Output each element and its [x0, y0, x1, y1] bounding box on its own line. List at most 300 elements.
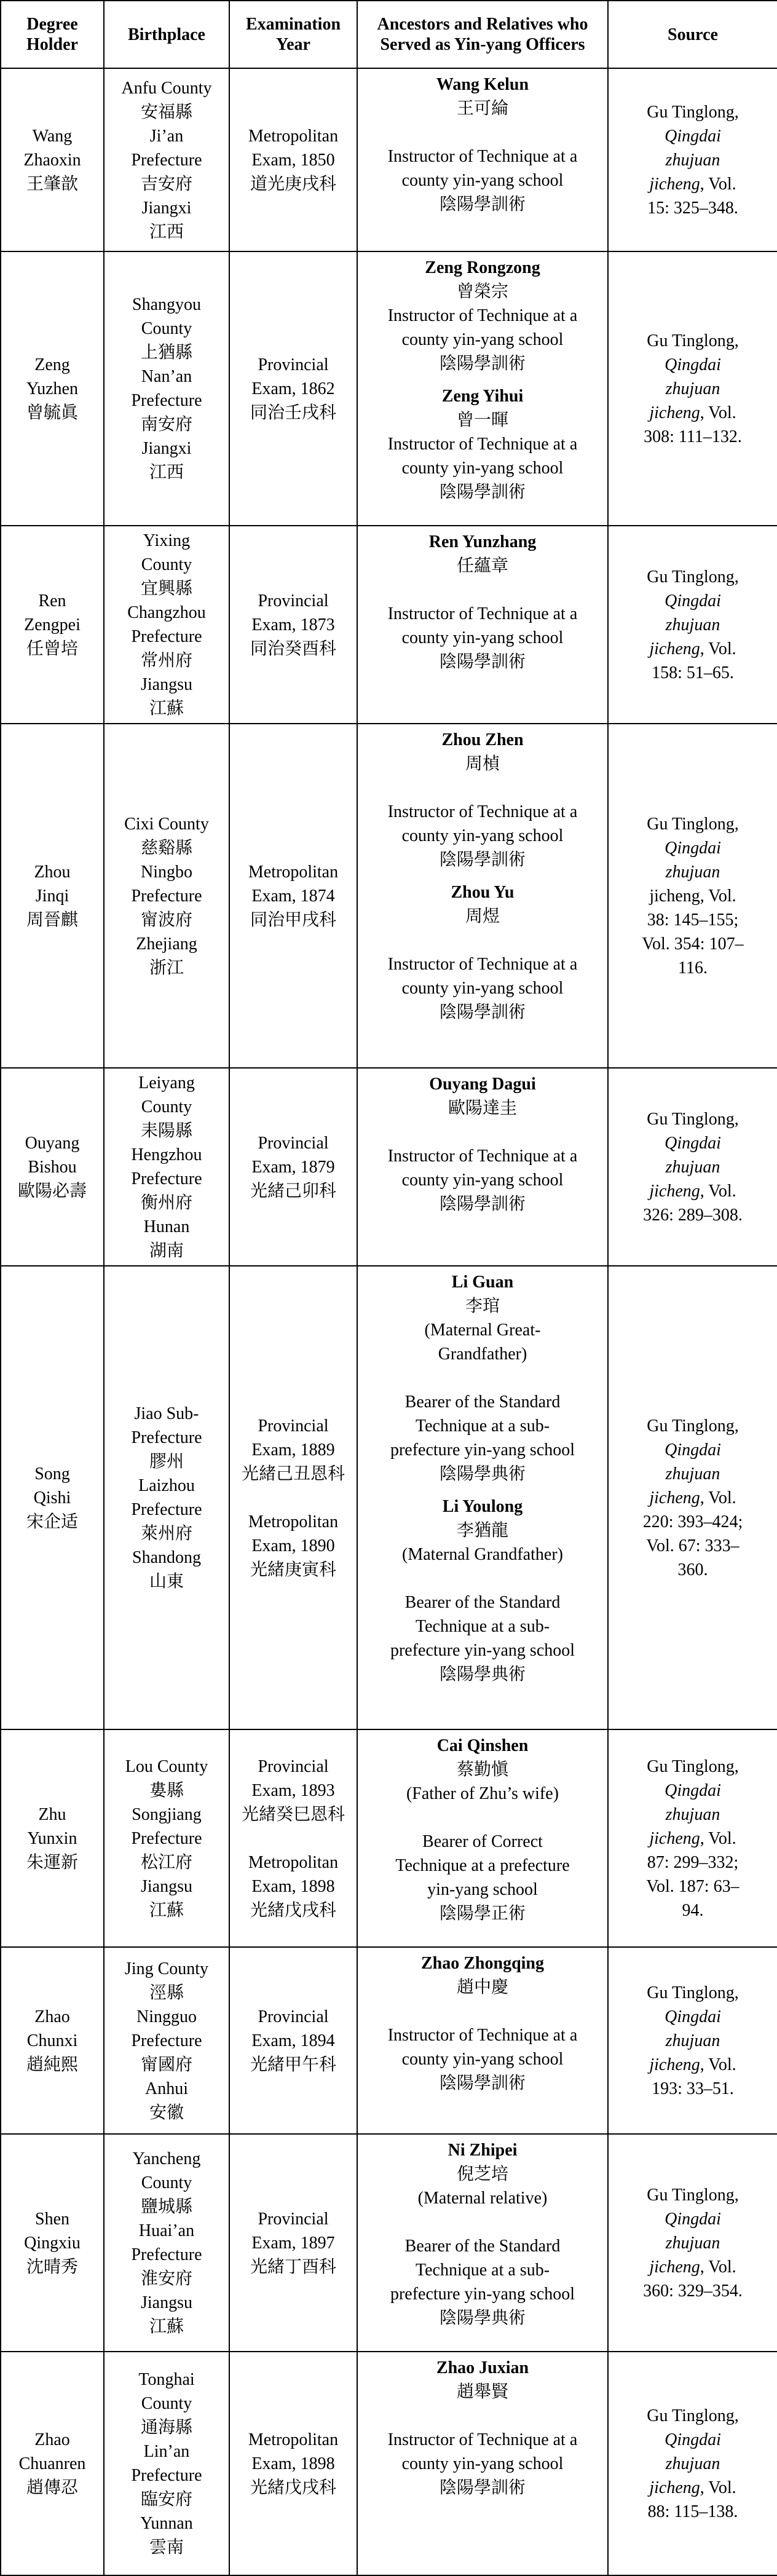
ancestor-name: Zhou Zhen [441, 730, 524, 749]
source-title-italic: zhujuan [665, 2031, 720, 2050]
degree-holder-cell [1, 1068, 104, 1266]
source-cell [608, 2352, 777, 2575]
exam-line: Exam, 1893 [251, 1780, 335, 1800]
source-title-italic: Qingdai [665, 2007, 721, 2026]
birthplace-line: 萊州府 [140, 1524, 192, 1543]
ancestor-relation: (Father of Zhu’s wife) [406, 1784, 559, 1803]
exam-line: Metropolitan [248, 2430, 339, 2449]
source-title-italic: Qingdai [665, 1440, 721, 1460]
ancestors-cell [357, 2134, 608, 2352]
ancestor-office-title: county yin-yang school [401, 171, 564, 190]
ancestor-office-title: county yin-yang school [401, 330, 564, 349]
examination-cell [229, 1729, 357, 1947]
line-spacer [364, 121, 601, 144]
exam-line: 光緒甲午科 [250, 2055, 336, 2074]
source-title-italic: Qingdai [665, 1780, 721, 1800]
ancestor-name: Li Youlong [442, 1497, 523, 1516]
birthplace-line: Prefecture [131, 627, 202, 646]
holder-name-line: Zhaoxin [23, 150, 81, 170]
ancestors-cell [357, 1266, 608, 1729]
ancestor-name-chinese: 倪芝培 [456, 2165, 508, 2184]
birthplace-line: Tonghai [138, 2370, 195, 2389]
holder-name-line: Jinqi [35, 886, 69, 906]
line-spacer [364, 578, 601, 602]
line-spacer [236, 1486, 350, 1510]
table-row [1, 251, 777, 526]
source-volume-pages: 87: 299–332; [647, 1852, 739, 1872]
birthplace-line: 安福縣 [140, 102, 192, 122]
ancestor-relation: Grandfather) [438, 1345, 527, 1364]
ancestors-cell [357, 1947, 608, 2134]
birthplace-line: Anfu County [121, 78, 212, 98]
source-title-italic: zhujuan [665, 1157, 720, 1177]
line-spacer [364, 1806, 601, 1830]
birthplace-cell [104, 1068, 229, 1266]
holder-name-chinese: 趙傳忍 [26, 2478, 78, 2497]
source-volume-pages: Vol. 187: 63– [646, 1876, 740, 1896]
birthplace-line: Changzhou [127, 603, 206, 622]
source-title-italic: zhujuan [665, 379, 720, 398]
ancestor-office-title: 陰陽學典術 [439, 1665, 526, 1684]
holder-name-line: Ouyang [25, 1133, 80, 1153]
birthplace-line: Ji’an [149, 126, 184, 146]
line-spacer [364, 1486, 601, 1495]
exam-line: Exam, 1890 [251, 1536, 335, 1555]
ancestor-name-chinese: 曾榮宗 [456, 282, 508, 301]
birthplace-line: Prefecture [131, 1169, 202, 1188]
birthplace-line: Prefecture [131, 1500, 202, 1519]
birthplace-line: Zhejiang [136, 934, 197, 954]
birthplace-line: 宜興縣 [140, 579, 192, 598]
degree-holder-cell [1, 251, 104, 526]
birthplace-line: Ningguo [136, 2007, 197, 2026]
exam-line: Provincial [258, 2007, 329, 2026]
birthplace-line: Jiangsu [141, 675, 192, 694]
line-spacer [364, 1567, 601, 1590]
source-cell [608, 526, 777, 724]
birthplace-line: 吉安府 [140, 174, 192, 194]
exam-line: 同治癸酉科 [250, 639, 336, 658]
line-spacer [364, 928, 601, 952]
ancestor-office-title: 陰陽學典術 [439, 1464, 526, 1484]
birthplace-cell [104, 526, 229, 724]
holder-name-line: Wang [32, 126, 73, 146]
degree-holder-cell [1, 68, 104, 251]
source-volume-pages: , Vol. [700, 639, 736, 658]
birthplace-line: 鹽城縣 [140, 2197, 192, 2216]
ancestor-office-title: county yin-yang school [401, 826, 564, 845]
exam-line: Metropolitan [248, 126, 339, 146]
birthplace-line: Jiangxi [141, 198, 192, 218]
ancestor-name-chinese: 歐陽達圭 [448, 1099, 517, 1118]
ancestor-office-title: Instructor of Technique at a [387, 1147, 578, 1166]
examination-cell [229, 2352, 357, 2575]
birthplace-cell [104, 1729, 229, 1947]
table-body [1, 68, 777, 2575]
holder-name-chinese: 趙純熙 [26, 2055, 78, 2074]
ancestor-name: Ren Yunzhang [428, 532, 537, 551]
source-author: Gu Tinglong, [647, 1416, 739, 1436]
ancestor-office-title: Bearer of the Standard [404, 1393, 561, 1412]
source-volume-pages: , Vol. [700, 1181, 736, 1201]
ancestor-office-title: 陰陽學正術 [439, 1904, 526, 1923]
ancestor-office-title: Technique at a sub- [415, 2261, 550, 2280]
source-title-italic: jicheng [649, 1828, 700, 1848]
ancestor-name-chinese: 王可綸 [456, 99, 508, 118]
examination-cell [229, 1947, 357, 2134]
degree-holder-cell [1, 724, 104, 1068]
line-spacer [364, 1999, 601, 2023]
ancestor-office-title: Instructor of Technique at a [387, 802, 578, 821]
birthplace-line: 湖南 [149, 1241, 184, 1260]
exam-line: 同治壬戌科 [250, 403, 336, 422]
source-volume-pages: 94. [682, 1900, 704, 1920]
birthplace-line: Nan’an [141, 367, 192, 386]
holder-name-line: Zeng [34, 355, 70, 374]
header-source: Source [608, 1, 777, 68]
ancestors-cell [357, 68, 608, 251]
birthplace-line: Leiyang [138, 1073, 195, 1092]
degree-holder-cell [1, 1729, 104, 1947]
birthplace-line: Jing County [124, 1959, 209, 1978]
birthplace-line: County [141, 2394, 192, 2413]
birthplace-line: Jiangsu [141, 1876, 192, 1896]
holder-name-line: Song [34, 1464, 70, 1484]
source-title-italic: jicheng [649, 2055, 700, 2074]
ancestor-office-title: 陰陽學訓術 [439, 1195, 526, 1214]
ancestors-cell [357, 1068, 608, 1266]
holder-name-chinese: 歐陽必壽 [17, 1181, 87, 1201]
table-row [1, 724, 777, 1068]
exam-line: Exam, 1894 [251, 2031, 335, 2050]
ancestor-name: Zeng Rongzong [425, 258, 540, 277]
examination-cell [229, 724, 357, 1068]
birthplace-cell [104, 1947, 229, 2134]
birthplace-line: 涇縣 [149, 1983, 184, 2002]
source-author: Gu Tinglong, [647, 2185, 739, 2205]
birthplace-line: 慈谿縣 [140, 838, 192, 858]
ancestor-name-chinese: 李琯 [465, 1297, 500, 1316]
source-title-italic: zhujuan [665, 615, 720, 634]
holder-name-chinese: 王肇歆 [26, 174, 78, 194]
header-birthplace: Birthplace [104, 1, 229, 68]
source-volume-pages: 193: 33–51. [652, 2079, 734, 2098]
holder-name-chinese: 宋企适 [26, 1512, 78, 1531]
ancestor-name-chinese: 曾一暉 [456, 411, 508, 430]
ancestor-name: Zeng Yihui [441, 387, 524, 406]
ancestor-relation: (Maternal relative) [417, 2189, 548, 2208]
exam-line: 光緒己卯科 [250, 1181, 336, 1201]
source-volume-pages: , Vol. [700, 2055, 736, 2074]
line-spacer [364, 376, 601, 384]
holder-name-line: Yunxin [27, 1828, 77, 1848]
source-cell [608, 251, 777, 526]
ancestor-name: Li Guan [451, 1273, 514, 1292]
ancestor-office-title: 陰陽學訓術 [439, 195, 526, 214]
ancestor-office-title: prefecture yin-yang school [390, 1440, 575, 1460]
exam-line: Exam, 1898 [251, 1876, 335, 1896]
ancestor-office-title: 陰陽學訓術 [439, 483, 526, 502]
exam-line: Exam, 1873 [251, 615, 335, 634]
ancestor-office-title: 陰陽學訓術 [439, 2478, 526, 2497]
table-row [1, 526, 777, 724]
birthplace-line: Jiangsu [141, 2293, 192, 2312]
birthplace-line: Prefecture [131, 886, 202, 906]
ancestor-office-title: Bearer of Correct [422, 1832, 543, 1851]
source-author: Gu Tinglong, [647, 331, 739, 350]
source-title-italic: jicheng [649, 174, 700, 194]
birthplace-line: 衡州府 [140, 1193, 192, 1212]
source-author: Gu Tinglong, [647, 1109, 739, 1129]
examination-cell [229, 68, 357, 251]
ancestor-office-title: 陰陽學訓術 [439, 1003, 526, 1022]
source-author: Gu Tinglong, [647, 567, 739, 587]
ancestors-cell [357, 2352, 608, 2575]
ancestor-name: Cai Qinshen [436, 1736, 529, 1755]
exam-line: 光緒戊戌科 [250, 2478, 336, 2497]
line-spacer [236, 1827, 350, 1851]
holder-name-line: Zhao [34, 2430, 70, 2449]
ancestor-office-title: 陰陽學訓術 [439, 652, 526, 671]
exam-line: Metropolitan [248, 1512, 339, 1531]
birthplace-line: 松江府 [140, 1852, 192, 1872]
birthplace-line: Songjiang [132, 1804, 202, 1824]
ancestor-office-title: Instructor of Technique at a [387, 2026, 578, 2045]
source-title-italic: Qingdai [665, 1133, 721, 1153]
source-volume-pages: 158: 51–65. [652, 663, 734, 682]
ancestor-office-title: Technique at a sub- [415, 1416, 550, 1436]
holder-name-line: Zhou [34, 862, 71, 882]
ancestor-office-title: Bearer of the Standard [404, 2237, 561, 2256]
birthplace-line: Yunnan [140, 2514, 193, 2533]
exam-line: Exam, 1879 [251, 1157, 335, 1177]
ancestor-relation: (Maternal Grandfather) [402, 1545, 563, 1564]
ancestor-name: Ouyang Dagui [429, 1075, 536, 1094]
holder-name-chinese: 朱運新 [26, 1852, 78, 1872]
source-title-italic: Qingdai [665, 838, 721, 858]
ancestor-name-chinese: 蔡勤愼 [456, 1760, 508, 1779]
table-row [1, 2134, 777, 2352]
header-examination-year: Examination Year [229, 1, 357, 68]
ancestor-office-title: 陰陽學訓術 [439, 2074, 526, 2093]
source-volume-pages: , Vol. [700, 1488, 736, 1507]
table-row [1, 68, 777, 251]
ancestor-name-chinese: 任蘊章 [456, 556, 508, 575]
ancestor-office-title: prefecture yin-yang school [390, 1641, 575, 1660]
source-title-italic: Qingdai [665, 2430, 721, 2449]
examination-cell [229, 2134, 357, 2352]
birthplace-line: Prefecture [131, 1428, 202, 1447]
examination-cell [229, 1266, 357, 1729]
ancestor-name-chinese: 周楨 [465, 754, 500, 773]
source-title-italic: jicheng [649, 639, 700, 658]
birthplace-line: Laizhou [138, 1476, 195, 1495]
birthplace-line: Ningbo [141, 862, 192, 882]
ancestor-office-title: Instructor of Technique at a [387, 2430, 578, 2449]
birthplace-line: 江蘇 [149, 2317, 184, 2336]
exam-line: Exam, 1889 [251, 1440, 335, 1460]
source-volume-pages: 360: 329–354. [643, 2281, 743, 2301]
birthplace-line: 江蘇 [149, 1900, 184, 1920]
source-title-italic: zhujuan [665, 1464, 720, 1484]
table-row [1, 2352, 777, 2575]
birthplace-line: 甯波府 [140, 910, 192, 930]
examination-cell [229, 526, 357, 724]
source-author: Gu Tinglong, [647, 1756, 739, 1776]
birthplace-line: County [141, 319, 192, 338]
ancestor-office-title: Instructor of Technique at a [387, 147, 578, 166]
source-cell [608, 724, 777, 1068]
source-author: Gu Tinglong, [647, 2406, 739, 2425]
source-volume-pages: 15: 325–348. [647, 198, 738, 218]
source-volume-pages: 360. [677, 1560, 708, 1579]
exam-line: Exam, 1874 [251, 886, 335, 906]
ancestor-relation: (Maternal Great- [424, 1321, 541, 1340]
source-cell [608, 2134, 777, 2352]
ancestor-office-title: prefecture yin-yang school [390, 2285, 575, 2304]
ancestor-name: Zhao Zhongqing [421, 1954, 544, 1973]
source-title-italic: zhujuan [665, 862, 720, 882]
degree-holder-cell [1, 526, 104, 724]
holder-name-line: Zengpei [24, 615, 81, 634]
birthplace-line: Hunan [143, 1217, 190, 1236]
source-volume-pages: , Vol. [700, 174, 736, 194]
ancestor-office-title: 陰陽學訓術 [439, 850, 526, 869]
birthplace-line: 江蘇 [149, 699, 184, 718]
birthplace-line: 膠州 [149, 1452, 184, 1471]
exam-line: Metropolitan [248, 862, 339, 882]
exam-line: Provincial [258, 1416, 329, 1436]
exam-line: Exam, 1898 [251, 2454, 335, 2473]
birthplace-line: 上猶縣 [140, 343, 192, 362]
birthplace-line: Shangyou [132, 295, 201, 314]
birthplace-line: Prefecture [131, 2031, 202, 2050]
birthplace-cell [104, 724, 229, 1068]
source-volume-pages: 116. [678, 958, 708, 978]
exam-line: Provincial [258, 2209, 329, 2229]
ancestor-office-title: Bearer of the Standard [404, 1593, 561, 1612]
ancestor-office-title: county yin-yang school [401, 2454, 564, 2473]
source-title-italic: jicheng [649, 1181, 700, 1201]
birthplace-line: County [141, 2173, 192, 2192]
holder-name-line: Qingxiu [24, 2233, 81, 2253]
source-title-italic: Qingdai [665, 2209, 721, 2229]
header-degree-holder: Degree Holder [1, 1, 104, 68]
birthplace-cell [104, 251, 229, 526]
line-spacer [364, 1366, 601, 1390]
birthplace-cell [104, 2352, 229, 2575]
exam-line: 光緒戊戌科 [250, 1900, 336, 1920]
header-ancestors: Ancestors and Relatives who Served as Yin-yang Officers [357, 1, 608, 68]
source-title-italic: Qingdai [665, 126, 721, 146]
source-author: Gu Tinglong, [647, 1983, 739, 2002]
source-volume-pages: Vol. 67: 333– [646, 1536, 740, 1555]
birthplace-line: County [141, 1097, 192, 1116]
ancestor-name-chinese: 李猶龍 [456, 1521, 508, 1540]
examination-cell [229, 251, 357, 526]
birthplace-line: Prefecture [131, 391, 202, 410]
line-spacer [364, 872, 601, 880]
exam-line: Exam, 1897 [251, 2233, 335, 2253]
holder-name-line: Zhao [34, 2007, 70, 2026]
exam-line: Provincial [258, 591, 329, 610]
ancestor-office-title: Instructor of Technique at a [387, 435, 578, 454]
table-row [1, 1947, 777, 2134]
source-cell [608, 1266, 777, 1729]
birthplace-line: Yancheng [132, 2149, 201, 2168]
source-volume-pages: , Vol. [700, 403, 736, 422]
birthplace-line: 南安府 [140, 415, 192, 434]
exam-line: 光緒己丑恩科 [241, 1464, 345, 1484]
birthplace-line: 江西 [149, 463, 184, 482]
exam-line: 同治甲戌科 [250, 910, 336, 930]
holder-name-line: Bishou [28, 1157, 77, 1177]
source-title-italic: zhujuan [665, 2454, 720, 2473]
ancestor-office-title: county yin-yang school [401, 2050, 564, 2069]
holder-name-line: Qishi [33, 1488, 71, 1507]
holder-name-line: Zhu [38, 1804, 66, 1824]
examination-cell [229, 1068, 357, 1266]
birthplace-line: County [141, 555, 192, 574]
birthplace-line: 通海縣 [140, 2418, 192, 2437]
exam-line: Provincial [258, 355, 329, 374]
birthplace-line: Prefecture [131, 2245, 202, 2264]
ancestor-office-title: county yin-yang school [401, 628, 564, 647]
exam-line: Provincial [258, 1756, 329, 1776]
source-title-italic: zhujuan [665, 2233, 720, 2253]
ancestors-cell [357, 251, 608, 526]
degree-holder-cell [1, 2134, 104, 2352]
ancestor-office-title: Instructor of Technique at a [387, 604, 578, 623]
table-row [1, 1266, 777, 1729]
source-title-italic: jicheng [649, 403, 700, 422]
source-volume-pages: 38: 145–155; [647, 910, 739, 930]
ancestor-office-title: 陰陽學訓術 [439, 354, 526, 373]
source-volume-pages: jicheng, Vol. [649, 886, 736, 906]
ancestor-office-title: county yin-yang school [401, 979, 564, 998]
exam-line: 光緒庚寅科 [250, 1560, 336, 1579]
holder-name-chinese: 沈晴秀 [26, 2257, 78, 2277]
ancestor-name: Zhou Yu [451, 883, 515, 902]
birthplace-line: 雲南 [149, 2538, 184, 2557]
holder-name-line: Chunxi [26, 2031, 78, 2050]
ancestor-office-title: Instructor of Technique at a [387, 306, 578, 325]
birthplace-line: 浙江 [149, 958, 184, 978]
ancestor-name-chinese: 趙舉賢 [456, 2382, 508, 2401]
holder-name-line: Shen [35, 2209, 69, 2229]
birthplace-line: 耒陽縣 [140, 1121, 192, 1140]
birthplace-line: 淮安府 [140, 2269, 192, 2288]
source-volume-pages: 326: 289–308. [643, 1205, 743, 1225]
line-spacer [364, 2210, 601, 2234]
exam-line: Provincial [258, 1133, 329, 1153]
source-title-italic: jicheng [649, 1488, 700, 1507]
birthplace-line: 甯國府 [140, 2055, 192, 2074]
birthplace-line: Lou County [125, 1756, 208, 1776]
source-volume-pages: 88: 115–138. [647, 2502, 738, 2521]
source-cell [608, 1947, 777, 2134]
source-volume-pages: , Vol. [700, 2478, 736, 2497]
exam-line: 光緒癸巳恩科 [241, 1804, 345, 1824]
ancestor-office-title: Technique at a sub- [415, 1617, 550, 1636]
source-volume-pages: 308: 111–132. [644, 427, 742, 446]
holder-name-chinese: 周晉麒 [26, 910, 78, 930]
birthplace-line: Anhui [145, 2079, 188, 2098]
birthplace-cell [104, 68, 229, 251]
exam-line: Exam, 1850 [251, 150, 335, 170]
holder-name-chinese: 任曾培 [26, 639, 78, 658]
ancestor-office-title: 陰陽學典術 [439, 2309, 526, 2328]
